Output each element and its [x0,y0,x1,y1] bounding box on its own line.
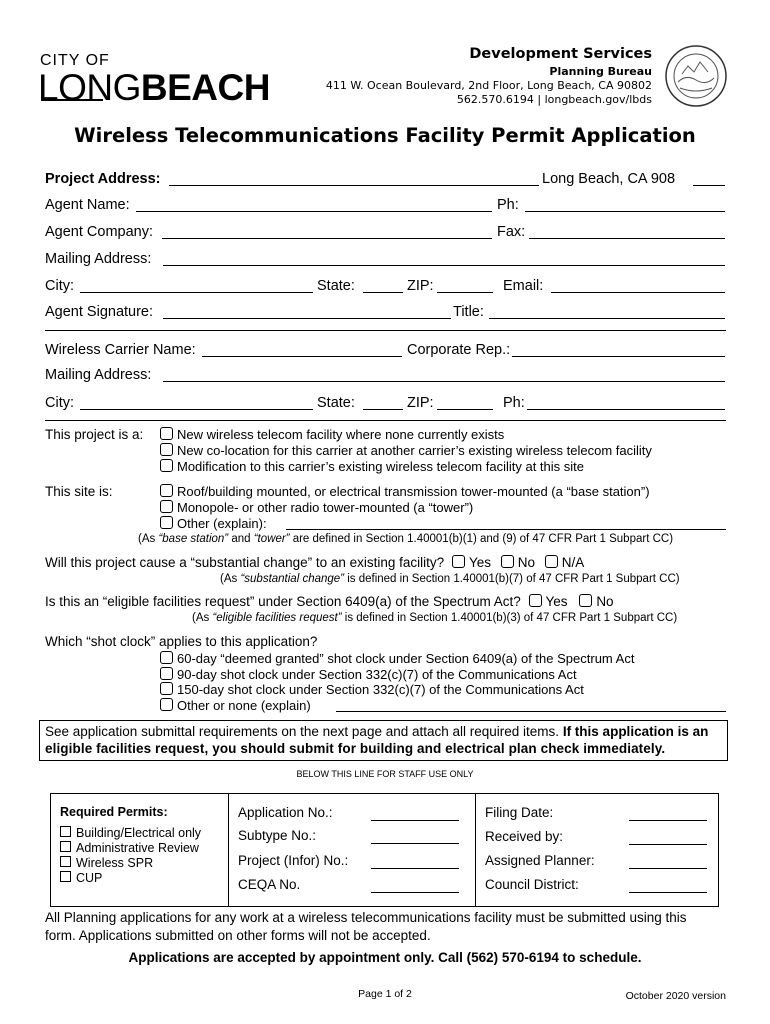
subtype-no-field[interactable] [371,843,459,844]
staff-use-table [50,793,719,907]
agent-fax-field[interactable] [529,238,725,239]
substantial-definition-note: (As “substantial change” is defined in Section 1.40001(b)(7) of 47 CFR Part 1 Subpart CC) [220,573,680,585]
mailing-address-field[interactable] [163,265,725,266]
assigned-planner-field[interactable] [629,868,707,869]
option-label: Monopole- or other radio tower-mounted (a “tower”) [177,500,474,515]
shot-clock-option[interactable] [160,682,584,697]
site-other-explain-field[interactable] [286,529,726,530]
permit-option[interactable]: Administrative Review [60,841,199,855]
version-label: October 2020 version [625,990,726,1002]
agent-fax-label: Fax: [497,224,526,240]
option-label: Other or none (explain) [177,698,311,713]
city-row [45,278,725,298]
substantial-yes-checkbox[interactable] [452,555,465,568]
option-label: 60-day “deemed granted” shot clock under Section 6409(a) of the Spectrum Act [177,651,635,666]
notice-line-2: form. Applications submitted on other forms will not be accepted. [45,928,431,943]
eligible-no-checkbox[interactable] [579,594,592,607]
permit-option[interactable]: CUP [60,871,102,885]
notice-line-1: All Planning applications for any work at a wireless telecommunications facility must be submitted using this [45,910,687,925]
checkbox[interactable] [160,651,173,664]
permit-option[interactable]: Building/Electrical only [60,826,201,840]
carrier-city-label: City: [45,395,74,411]
carrier-name-row [45,342,725,362]
agent-ph-label: Ph: [497,197,519,213]
ceqa-no-field[interactable] [371,892,459,893]
checkbox[interactable] [60,826,71,837]
carrier-name-field[interactable] [202,356,402,357]
option-label: New co-location for this carrier at another carrier’s existing wireless telecom facility [177,443,652,458]
shot-clock-option[interactable] [160,651,634,666]
state-label: State: [317,278,355,294]
state-field[interactable] [363,292,403,293]
title-label: Title: [453,304,484,320]
option-label: Roof/building mounted, or electrical transmission tower-mounted (a “base station”) [177,484,650,499]
submittal-bold-line: eligible facilities request, you should submit for building and electrical plan check immediately. [45,741,666,756]
filing-date-label: Filing Date: [485,805,554,820]
checkbox[interactable] [160,667,173,680]
city-seal-icon [664,44,728,108]
project-city-label: Long Beach, CA 908 [542,171,676,187]
carrier-city-row [45,395,725,415]
council-district-field[interactable] [629,892,707,893]
email-field[interactable] [551,292,725,293]
checkbox[interactable] [160,484,173,497]
carrier-city-field[interactable] [80,409,313,410]
logo-city-of: CITY OF [40,52,110,69]
ceqa-no-label: CEQA No. [238,877,301,892]
substantial-change-question: Will this project cause a “substantial change” to an existing facility? Yes No N/A [45,555,585,570]
received-by-label: Received by: [485,829,564,844]
project-type-option[interactable] [160,427,504,442]
appointment-notice: Applications are accepted by appointment only. Call (562) 570-6194 to schedule. [128,950,642,965]
page-title: Wireless Telecommunications Facility Permit Application [74,124,696,147]
site-type-label: This site is: [45,484,113,499]
carrier-mailing-field[interactable] [163,381,725,382]
option-label: 90-day shot clock under Section 332(c)(7) of the Communications Act [177,667,577,682]
project-infor-no-label: Project (Infor) No.: [238,853,349,868]
logo-beach: BEACH [140,67,270,108]
office-address: 411 W. Ocean Boulevard, 2nd Floor, Long Beach, CA 90802 [325,79,652,92]
bureau-name: Planning Bureau [549,65,652,78]
logo-underline [41,99,103,101]
shot-clock-question: Which “shot clock” applies to this application? [45,634,318,649]
carrier-zip-label: ZIP: [407,395,434,411]
option-label: New wireless telecom facility where none currently exists [177,427,505,442]
shot-clock-option[interactable] [160,698,311,713]
shot-clock-explain-field[interactable] [336,711,726,712]
zip-field[interactable] [437,292,493,293]
checkbox[interactable] [60,871,71,882]
agent-name-field[interactable] [136,211,492,212]
project-address-label: Project Address: [45,171,161,187]
agent-name-label: Agent Name: [45,197,130,213]
project-type-option[interactable] [160,443,652,458]
agent-company-field[interactable] [162,238,492,239]
assigned-planner-label: Assigned Planner: [485,853,595,868]
project-zip-field[interactable] [693,185,725,186]
checkbox[interactable] [160,459,173,472]
carrier-ph-field[interactable] [527,409,725,410]
mailing-address-row [45,251,725,271]
option-label: Modification to this carrier’s existing wireless telecom facility at this site [177,459,584,474]
agent-signature-label: Agent Signature: [45,304,154,320]
project-address-row [45,171,725,191]
carrier-zip-field[interactable] [437,409,493,410]
option-label: Other (explain): [177,516,267,531]
received-by-field[interactable] [629,844,707,845]
application-no-field[interactable] [371,820,459,821]
checkbox[interactable] [60,841,71,852]
carrier-state-field[interactable] [363,409,403,410]
submittal-bold-text: If this application is an [562,724,709,739]
dept-name: Development Services [469,46,652,62]
checkbox[interactable] [160,500,173,513]
checkbox[interactable] [160,682,173,695]
table-divider [228,794,229,906]
agent-company-row [45,224,725,244]
project-type-option[interactable] [160,459,584,474]
agent-name-row [45,197,725,217]
carrier-mailing-label: Mailing Address: [45,367,152,383]
option-label: 150-day shot clock under Section 332(c)(7) of the Communications Act [177,682,584,697]
eligible-definition-note: (As “eligible facilities request” is defined in Section 1.40001(b)(3) of 47 CFR Part 1 Subpart CC) [192,612,678,624]
city-field[interactable] [80,292,313,293]
project-infor-no-field[interactable] [371,868,459,869]
agent-signature-row [45,304,725,324]
corporate-rep-field[interactable] [512,356,725,357]
carrier-mailing-row [45,367,725,387]
title-field[interactable] [489,318,725,319]
checkbox[interactable] [160,698,173,711]
submittal-plain-text: See application submittal requirements on the next page and attach all required items. [45,724,563,739]
site-type-option[interactable] [160,500,473,515]
carrier-ph-label: Ph: [503,395,525,411]
logo-long: LONG [38,67,141,108]
city-label: City: [45,278,74,294]
agent-ph-field[interactable] [525,211,725,212]
carrier-state-label: State: [317,395,355,411]
checkbox[interactable] [160,516,173,529]
substantial-na-checkbox[interactable] [545,555,558,568]
table-divider [475,794,476,906]
permit-option[interactable]: Wireless SPR [60,856,153,870]
shot-clock-option[interactable] [160,667,577,682]
application-no-label: Application No.: [238,805,333,820]
site-definition-note: (As “base station” and “tower” are defined in Section 1.40001(b)(1) and (9) of 47 CFR Part 1 Subpart CC) [138,533,674,545]
substantial-no-checkbox[interactable] [501,555,514,568]
agent-signature-field[interactable] [163,318,451,319]
eligible-facilities-question: Is this an “eligible facilities request” under Section 6409(a) of the Spectrum Act? Yes No [45,594,614,609]
council-district-label: Council District: [485,877,579,892]
eligible-yes-checkbox[interactable] [529,594,542,607]
carrier-name-label: Wireless Carrier Name: [45,342,196,358]
logo-long-beach [38,68,270,108]
checkbox[interactable] [160,427,173,440]
project-type-label: This project is a: [45,427,144,442]
site-type-option[interactable] [160,516,267,531]
office-contact: 562.570.6194 | longbeach.gov/lbds [456,93,652,106]
site-type-option[interactable] [160,484,650,499]
agent-company-label: Agent Company: [45,224,154,240]
mailing-address-label: Mailing Address: [45,251,152,267]
staff-use-divider-label: BELOW THIS LINE FOR STAFF USE ONLY [296,769,474,779]
checkbox[interactable] [60,856,71,867]
email-label: Email: [503,278,544,294]
required-permits-label: Required Permits: [60,805,168,819]
subtype-no-label: Subtype No.: [238,828,317,843]
corporate-rep-label: Corporate Rep.: [407,342,511,358]
divider [45,420,726,421]
submittal-notice [39,720,728,761]
page-number: Page 1 of 2 [358,988,412,1000]
checkbox[interactable] [160,443,173,456]
zip-label: ZIP: [407,278,434,294]
divider [45,330,726,331]
project-address-field[interactable] [169,185,539,186]
filing-date-field[interactable] [629,820,707,821]
